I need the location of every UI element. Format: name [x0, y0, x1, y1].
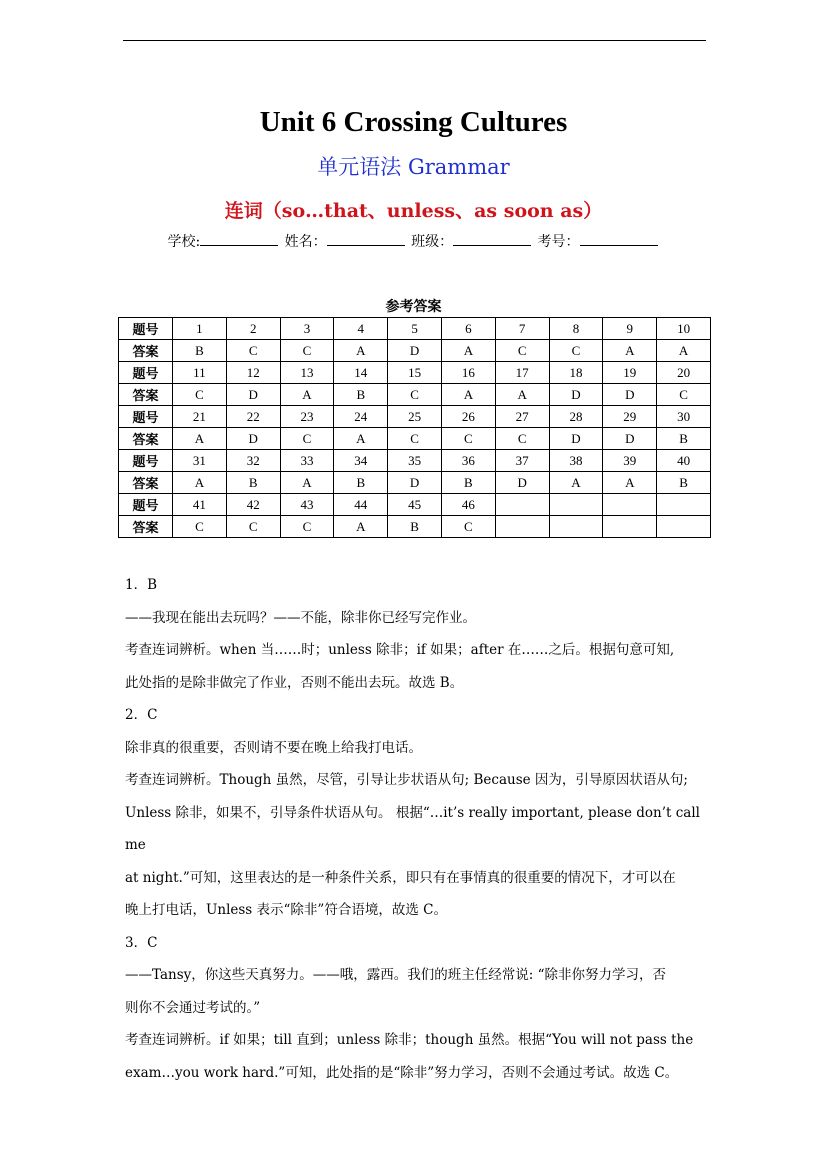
table-row-numbers [119, 406, 711, 428]
num-label-cell: 题号 [119, 494, 173, 516]
question-number-cell: 26 [441, 406, 495, 428]
table-row-answers [119, 340, 711, 362]
question-number-cell: 27 [495, 406, 549, 428]
exam-no-blank[interactable] [580, 232, 658, 246]
question-number-cell: 37 [495, 450, 549, 472]
answer-cell: A [334, 516, 388, 538]
question-number-cell [657, 494, 711, 516]
answer-cell: C [226, 516, 280, 538]
question-number-cell: 19 [603, 362, 657, 384]
answer-cell: A [334, 428, 388, 450]
question-number-cell: 40 [657, 450, 711, 472]
explanation-line: 此处指的是除非做完了作业，否则不能出去玩。故选 B。 [125, 674, 464, 691]
explanation-line: at night.”可知，这里表达的是一种条件关系，即只有在事情真的很重要的情况下，才可以在 [125, 869, 676, 886]
question-number-cell: 6 [441, 318, 495, 340]
ans-label-cell: 答案 [119, 516, 173, 538]
question-number-cell: 2 [226, 318, 280, 340]
question-number-cell: 39 [603, 450, 657, 472]
num-label-cell: 题号 [119, 450, 173, 472]
explanation-line: 考查连词辨析。Though 虽然，尽管，引导让步状语从句; Because 因为，引导原因状语从句; [125, 772, 688, 788]
num-label-cell: 题号 [119, 362, 173, 384]
question-number-cell [549, 494, 603, 516]
table-row-numbers [119, 318, 711, 340]
explanation-line: exam…you work hard.”可知，此处指的是“除非”努力学习，否则不会通过考试。故选 C。 [125, 1064, 679, 1081]
question-number-cell: 22 [226, 406, 280, 428]
answer-cell: A [173, 472, 227, 494]
answer-cell: B [441, 472, 495, 494]
answer-cell: C [441, 516, 495, 538]
table-row-answers [119, 428, 711, 450]
question-number-cell: 38 [549, 450, 603, 472]
question-number-cell: 15 [388, 362, 442, 384]
question-number-cell: 1 [173, 318, 227, 340]
answer-cell: D [549, 384, 603, 406]
question-number-cell: 31 [173, 450, 227, 472]
question-number-cell: 14 [334, 362, 388, 384]
answer-cell: D [226, 428, 280, 450]
question-number-cell: 24 [334, 406, 388, 428]
answer-cell: B [334, 384, 388, 406]
class-blank[interactable] [453, 232, 531, 246]
answer-cell: D [388, 340, 442, 362]
ans-label-cell: 答案 [119, 428, 173, 450]
table-row-numbers [119, 494, 711, 516]
explanation-line: 考查连词辨析。if 如果；till 直到；unless 除非；though 虽然。根据“You will not pass the [125, 1032, 694, 1048]
question-number-cell: 16 [441, 362, 495, 384]
explanations [125, 569, 710, 1089]
answer-cell: D [388, 472, 442, 494]
question-number-cell: 45 [388, 494, 442, 516]
answer-cell [603, 516, 657, 538]
question-number-cell [495, 494, 549, 516]
question-number-cell: 28 [549, 406, 603, 428]
name-label: 姓名： [284, 234, 327, 250]
school-blank[interactable] [200, 232, 278, 246]
answer-cell: D [226, 384, 280, 406]
question-number-cell: 5 [388, 318, 442, 340]
ans-label-cell: 答案 [119, 384, 173, 406]
answer-cell: C [280, 428, 334, 450]
answer-cell: A [280, 472, 334, 494]
answer-table [118, 317, 711, 538]
answer-cell: B [388, 516, 442, 538]
exam-no-label: 考号： [537, 234, 580, 250]
answer-cell: C [173, 384, 227, 406]
question-number-cell: 29 [603, 406, 657, 428]
answer-cell: D [603, 384, 657, 406]
question-number-cell: 35 [388, 450, 442, 472]
answer-cell: A [280, 384, 334, 406]
question-number-cell: 3 [280, 318, 334, 340]
topic-heading: 连词（so…that、unless、as soon as） [224, 200, 603, 222]
school-label: 学校: [167, 234, 201, 250]
answer-cell [495, 516, 549, 538]
answer-cell: C [657, 384, 711, 406]
answer-cell: A [549, 472, 603, 494]
question-heading: 3．C [125, 934, 158, 951]
question-heading: 2．C [125, 707, 158, 723]
student-info-fields [0, 231, 827, 251]
question-number-cell: 8 [549, 318, 603, 340]
answer-cell: A [603, 472, 657, 494]
question-number-cell: 23 [280, 406, 334, 428]
answer-cell: B [173, 340, 227, 362]
answer-cell: C [280, 516, 334, 538]
num-label-cell: 题号 [119, 318, 173, 340]
question-heading: 1．B [125, 577, 158, 593]
num-label-cell: 题号 [119, 406, 173, 428]
table-row-numbers [119, 450, 711, 472]
answer-cell: A [495, 384, 549, 406]
answer-cell: B [657, 428, 711, 450]
question-number-cell: 46 [441, 494, 495, 516]
answer-cell: C [441, 428, 495, 450]
answer-cell: A [441, 384, 495, 406]
question-number-cell: 41 [173, 494, 227, 516]
answer-cell: C [549, 340, 603, 362]
question-number-cell: 17 [495, 362, 549, 384]
answer-cell: A [334, 340, 388, 362]
ans-label-cell: 答案 [119, 340, 173, 362]
answer-cell: A [441, 340, 495, 362]
question-number-cell: 34 [334, 450, 388, 472]
explanation-line: 除非真的很重要，否则请不要在晚上给我打电话。 [125, 739, 422, 756]
page-title: Unit 6 Crossing Cultures [259, 106, 568, 138]
answer-cell: C [495, 428, 549, 450]
question-number-cell: 43 [280, 494, 334, 516]
table-row-answers [119, 384, 711, 406]
answer-cell [549, 516, 603, 538]
answer-cell [657, 516, 711, 538]
question-number-cell: 18 [549, 362, 603, 384]
question-number-cell: 20 [657, 362, 711, 384]
explanation-line: ——Tansy，你这些天真努力。——哦，露西。我们的班主任经常说: “除非你努力学习，否 [125, 967, 666, 983]
table-row-numbers [119, 362, 711, 384]
answer-cell: C [388, 428, 442, 450]
answer-table-caption: 参考答案 [385, 299, 442, 315]
table-row-answers [119, 516, 711, 538]
table-row-answers [119, 472, 711, 494]
question-number-cell: 32 [226, 450, 280, 472]
question-number-cell [603, 494, 657, 516]
question-number-cell: 21 [173, 406, 227, 428]
name-blank[interactable] [327, 232, 405, 246]
answer-cell: B [226, 472, 280, 494]
question-number-cell: 30 [657, 406, 711, 428]
explanation-line: Unless 除非，如果不，引导条件状语从句。 根据“…it’s really important, please don’t call me [125, 804, 700, 853]
question-number-cell: 12 [226, 362, 280, 384]
explanation-line: 晚上打电话，Unless 表示“除非”符合语境，故选 C。 [125, 902, 447, 918]
question-number-cell: 13 [280, 362, 334, 384]
answer-cell: B [657, 472, 711, 494]
page-subtitle: 单元语法 Grammar [317, 155, 510, 179]
answer-cell: C [280, 340, 334, 362]
answer-cell: D [603, 428, 657, 450]
question-number-cell: 36 [441, 450, 495, 472]
ans-label-cell: 答案 [119, 472, 173, 494]
answer-cell: C [173, 516, 227, 538]
answer-cell: D [495, 472, 549, 494]
question-number-cell: 4 [334, 318, 388, 340]
answer-cell: A [173, 428, 227, 450]
answer-cell: C [495, 340, 549, 362]
answer-cell: B [334, 472, 388, 494]
question-number-cell: 33 [280, 450, 334, 472]
answer-cell: C [226, 340, 280, 362]
question-number-cell: 25 [388, 406, 442, 428]
question-number-cell: 7 [495, 318, 549, 340]
explanation-line: 考查连词辨析。when 当……时；unless 除非；if 如果；after 在……之后。根据句意可知, [125, 642, 675, 658]
answer-cell: A [657, 340, 711, 362]
question-number-cell: 10 [657, 318, 711, 340]
class-label: 班级： [411, 234, 454, 250]
question-number-cell: 11 [173, 362, 227, 384]
question-number-cell: 9 [603, 318, 657, 340]
answer-cell: A [603, 340, 657, 362]
explanation-line: 则你不会通过考试的。” [125, 999, 261, 1016]
answer-cell: C [388, 384, 442, 406]
answer-cell: D [549, 428, 603, 450]
explanation-line: ——我现在能出去玩吗？——不能，除非你已经写完作业。 [125, 609, 476, 626]
question-number-cell: 42 [226, 494, 280, 516]
question-number-cell: 44 [334, 494, 388, 516]
header-rule [123, 40, 706, 41]
